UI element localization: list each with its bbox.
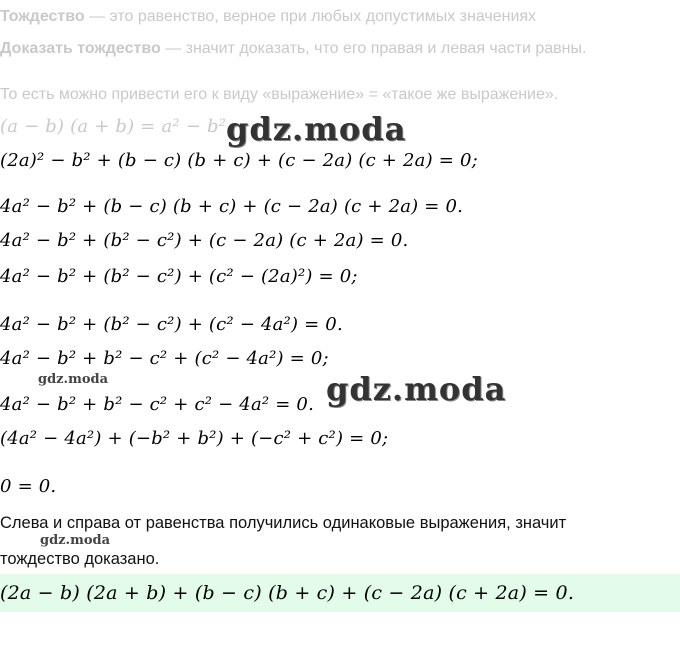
step-1: (2a)² − b² + (b − c) (b + c) + (c − 2a) (c + 2a) = 0; [0, 150, 478, 171]
step-6: 4a² − b² + b² − c² + (c² − 4a²) = 0; [0, 348, 329, 369]
watermark-large: gdz.moda [226, 110, 407, 148]
faint-formula: (a − b) (a + b) = a² − b² [0, 116, 227, 137]
hint-line: То есть можно привести его к виду «выражение» = «такое же выражение». [0, 86, 559, 103]
step-9: 0 = 0. [0, 476, 57, 497]
step-8: (4a² − 4a²) + (−b² + b²) + (−c² + c²) = 0; [0, 428, 389, 449]
watermark-large-2: gdz.moda [326, 370, 507, 408]
step-2: 4a² − b² + (b − c) (b + c) + (c − 2a) (c + 2a) = 0. [0, 196, 464, 217]
conclusion-line-2: тождество доказано. [0, 550, 160, 568]
term-prove-identity: Доказать тождество [0, 40, 161, 57]
definition-line-1 [0, 8, 536, 26]
step-5: 4a² − b² + (b² − c²) + (c² − 4a²) = 0. [0, 314, 343, 335]
watermark-small-2: gdz.moda [40, 533, 111, 548]
step-3: 4a² − b² + (b² − c²) + (c − 2a) (c + 2a) = 0. [0, 230, 409, 251]
answer: (2a − b) (2a + b) + (b − c) (b + c) + (c − 2a) (c + 2a) = 0. [0, 582, 575, 604]
step-7: 4a² − b² + b² − c² + c² − 4a² = 0. [0, 394, 314, 415]
definition-text-1: — это равенство, верное при любых допустимых значениях [84, 8, 537, 25]
term-identity: Тождество [0, 8, 85, 25]
watermark-small-1: gdz.moda [38, 372, 109, 387]
definition-text-2: — значит доказать, что его правая и левая части равны. [160, 40, 587, 57]
conclusion-line-1: Слева и справа от равенства получились одинаковые выражения, значит [0, 514, 567, 532]
definition-line-2 [0, 40, 586, 58]
step-4: 4a² − b² + (b² − c²) + (c² − (2a)²) = 0; [0, 266, 358, 287]
